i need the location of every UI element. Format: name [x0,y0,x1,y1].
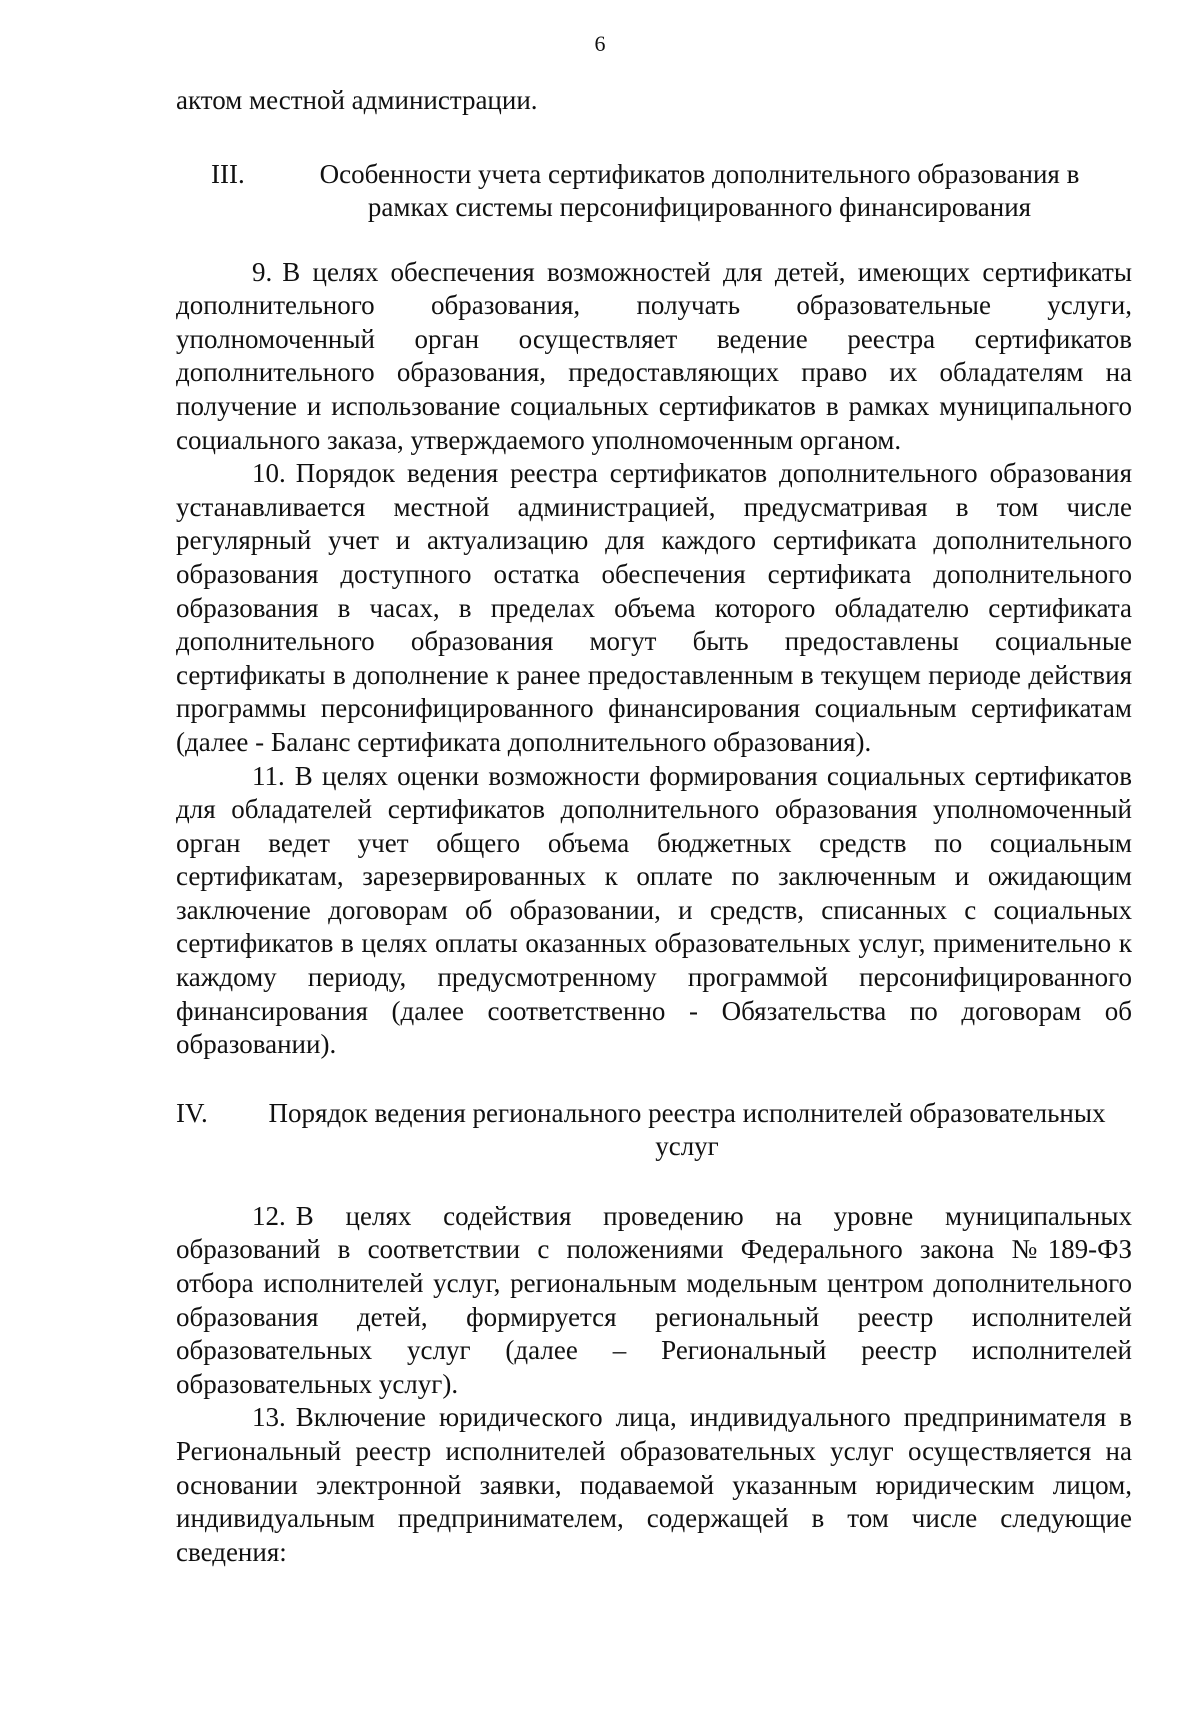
section-heading-iii [176,158,1132,224]
paragraph-number: 10. [252,458,286,489]
section-title: Особенности учета сертификатов дополнительного образования в рамках системы персонифицированного финансирования [319,158,1080,222]
paragraph-number: 11. [252,760,285,791]
document-body [176,84,1132,1569]
page-number: 6 [594,31,606,56]
opening-line: актом местной администрации. [176,85,538,115]
paragraph-text: Порядок ведения реестра сертификатов дополнительного образования устанавливается местной администрацией, предусматривая в том числе регулярный учет и актуализацию для каждого сертификата дополнительного образования доступного остатка обеспечения сертификата дополнительного образования в часах, в пределах объема которого обладателю сертификата дополнительного образования могут быть предоставлены социальные сертификаты в дополнение к ранее предоставленным в текущем периоде действия программы персонифицированного финансирования социальным сертификатам (далее - Баланс сертификата дополнительного образования). [176,458,1132,757]
paragraph-11 [176,760,1132,1062]
paragraph-text: В целях оценки возможности формирования социальных сертификатов для обладателей сертификатов дополнительного образования уполномоченный орган ведет учет общего объема бюджетных средств по социальным сертификатам, зарезервированных к оплате по заключенным и ожидающим заключение договорам об образовании, и средств, списанных с социальных сертификатов в целях оплаты оказанных образовательных услуг, применительно к каждому периоду, предусмотренному программой персонифицированного финансирования (далее соответственно - Обязательства по договорам об образовании). [176,760,1132,1060]
section-number: III. [211,158,245,189]
paragraph-number: 12. [252,1200,286,1231]
paragraph-text: В целях содействия проведению на уровне муниципальных образований в соответствии с положениями Федерального закона №189-ФЗ отбора исполнителей услуг, региональным модельным центром дополнительного образования детей, формируется региональный реестр исполнителей образовательных услуг (далее – Региональный реестр исполнителей образовательных услуг). [176,1200,1132,1399]
paragraph-text: В целях обеспечения возможностей для детей, имеющих сертификаты дополнительного образования, получать образовательные услуги, уполномоченный орган осуществляет ведение реестра сертификатов дополнительного образования, предоставляющих право их обладателям на получение и использование социальных сертификатов в рамках муниципального социального заказа, утверждаемого уполномоченным органом. [176,256,1132,455]
section-title: Порядок ведения регионального реестра исполнителей образовательных услуг [268,1097,1106,1161]
paragraph-13 [176,1401,1132,1569]
paragraph-text: Включение юридического лица, индивидуального предпринимателя в Региональный реестр исполнителей образовательных услуг осуществляется на основании электронной заявки, подаваемой указанным юридическим лицом, индивидуальным предпринимателем, содержащей в том числе следующие сведения: [176,1402,1132,1567]
paragraph-number: 9. [252,256,273,287]
paragraph-12 [176,1200,1132,1402]
paragraph-number: 13. [252,1402,286,1433]
paragraph-10 [176,457,1132,759]
section-heading-iv [176,1097,1132,1163]
paragraph-9 [176,256,1132,458]
section-number: IV. [176,1097,208,1128]
